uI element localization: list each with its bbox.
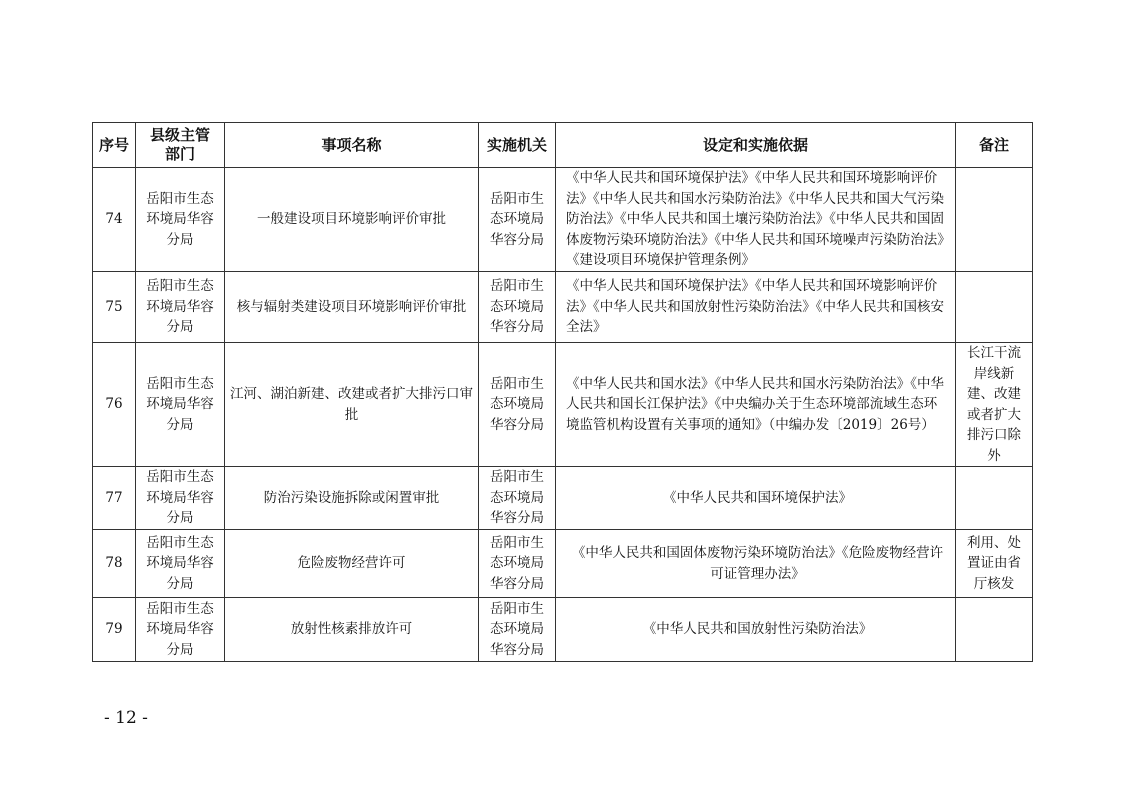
row-number: 77 [93, 467, 136, 530]
page-number: - 12 - [104, 708, 148, 728]
agency: 岳阳市生态环境局华容分局 [479, 168, 556, 272]
approval-items-table [92, 122, 1033, 662]
table-row [93, 272, 1033, 343]
note [956, 598, 1033, 662]
legal-basis: 《中华人民共和国固体废物污染环境防治法》《危险废物经营许可证管理办法》 [556, 530, 956, 598]
note [956, 272, 1033, 343]
note [956, 467, 1033, 530]
note: 利用、处置证由省厅核发 [956, 530, 1033, 598]
note [956, 168, 1033, 272]
header-agency: 实施机关 [479, 123, 556, 168]
department: 岳阳市生态环境局华容分局 [136, 598, 225, 662]
agency: 岳阳市生态环境局华容分局 [479, 343, 556, 467]
legal-basis: 《中华人民共和国水法》《中华人民共和国水污染防治法》《中华人民共和国长江保护法》《中央编办关于生态环境部流域生态环境监管机构设置有关事项的通知》（中编办发〔2019〕26号） [556, 343, 956, 467]
legal-basis: 《中华人民共和国放射性污染防治法》 [556, 598, 956, 662]
department: 岳阳市生态环境局华容分局 [136, 272, 225, 343]
legal-basis: 《中华人民共和国环境保护法》 [556, 467, 956, 530]
department: 岳阳市生态环境局华容分局 [136, 467, 225, 530]
item-name: 放射性核素排放许可 [225, 598, 479, 662]
item-name: 防治污染设施拆除或闲置审批 [225, 467, 479, 530]
legal-basis: 《中华人民共和国环境保护法》《中华人民共和国环境影响评价法》《中华人民共和国放射性污染防治法》《中华人民共和国核安全法》 [556, 272, 956, 343]
table-header-row [93, 123, 1033, 168]
row-number: 78 [93, 530, 136, 598]
item-name: 一般建设项目环境影响评价审批 [225, 168, 479, 272]
table-row [93, 343, 1033, 467]
table-row [93, 467, 1033, 530]
row-number: 76 [93, 343, 136, 467]
item-name: 核与辐射类建设项目环境影响评价审批 [225, 272, 479, 343]
department: 岳阳市生态环境局华容分局 [136, 530, 225, 598]
agency: 岳阳市生态环境局华容分局 [479, 598, 556, 662]
item-name: 江河、湖泊新建、改建或者扩大排污口审批 [225, 343, 479, 467]
header-no: 序号 [93, 123, 136, 168]
item-name: 危险废物经营许可 [225, 530, 479, 598]
table-row [93, 530, 1033, 598]
row-number: 74 [93, 168, 136, 272]
header-item: 事项名称 [225, 123, 479, 168]
row-number: 79 [93, 598, 136, 662]
note: 长江干流岸线新建、改建或者扩大排污口除外 [956, 343, 1033, 467]
header-note: 备注 [956, 123, 1033, 168]
table-row [93, 598, 1033, 662]
header-dept: 县级主管部门 [136, 123, 225, 168]
department: 岳阳市生态环境局华容分局 [136, 343, 225, 467]
table-row [93, 168, 1033, 272]
legal-basis: 《中华人民共和国环境保护法》《中华人民共和国环境影响评价法》《中华人民共和国水污染防治法》《中华人民共和国大气污染防治法》《中华人民共和国土壤污染防治法》《中华人民共和国固体废物污染环境防治法》《中华人民共和国环境噪声污染防治法》《建设项目环境保护管理条例》 [556, 168, 956, 272]
department: 岳阳市生态环境局华容分局 [136, 168, 225, 272]
agency: 岳阳市生态环境局华容分局 [479, 272, 556, 343]
agency: 岳阳市生态环境局华容分局 [479, 530, 556, 598]
agency: 岳阳市生态环境局华容分局 [479, 467, 556, 530]
header-basis: 设定和实施依据 [556, 123, 956, 168]
row-number: 75 [93, 272, 136, 343]
